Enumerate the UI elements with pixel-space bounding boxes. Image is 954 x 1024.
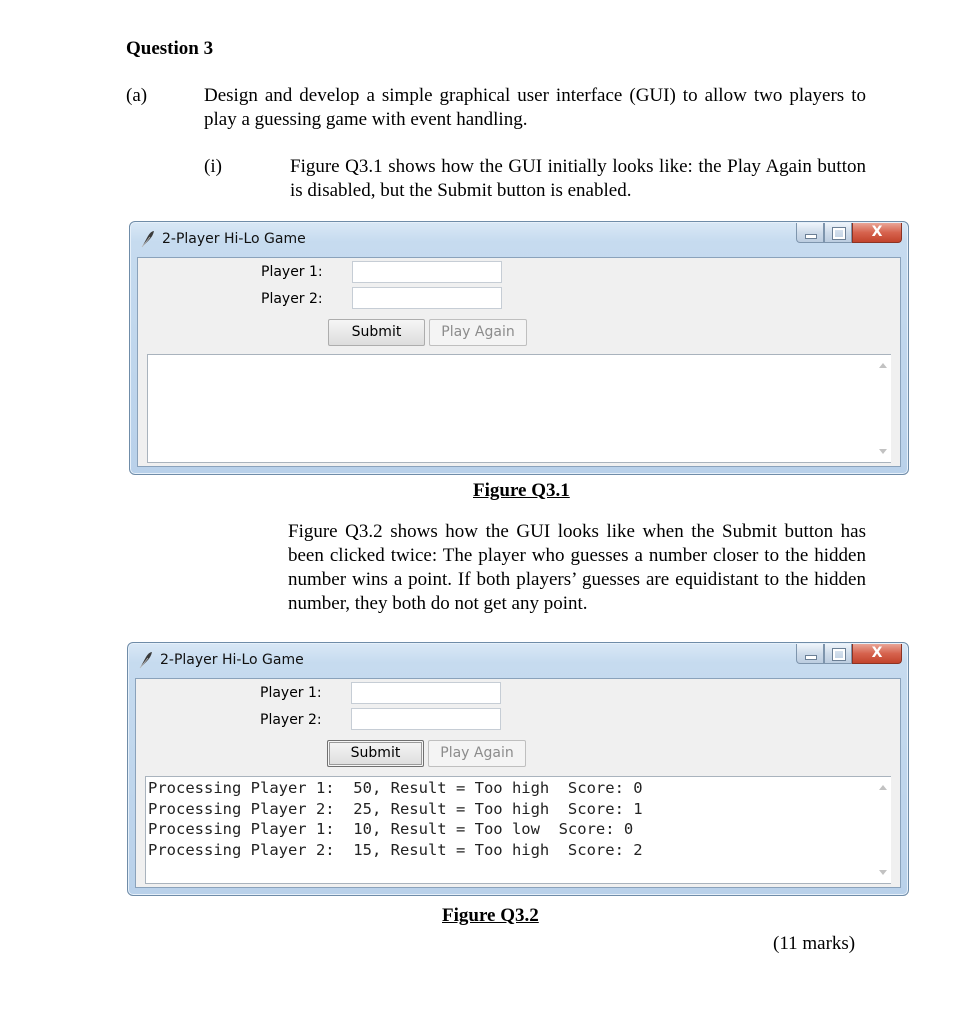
submit-button[interactable]: Submit: [327, 740, 424, 767]
play-again-button[interactable]: Play Again: [428, 740, 526, 767]
feather-icon: [137, 651, 155, 669]
question-title: Question 3: [126, 38, 214, 59]
title-bar: [128, 643, 908, 677]
part-a-text: Design and develop a simple graphical user interface (GUI) to allow two players to play a guessing game with event handling.: [204, 85, 866, 130]
player1-input[interactable]: [351, 682, 501, 704]
player2-label: Player 2:: [261, 291, 323, 307]
minimize-icon: [805, 234, 817, 239]
window-client-area: [135, 678, 901, 888]
marks-label: (11 marks): [773, 933, 856, 954]
scroll-up-arrow-icon[interactable]: [879, 785, 887, 790]
maximize-icon: [833, 228, 845, 239]
figure-q3-1-caption: Figure Q3.1: [473, 480, 570, 501]
title-bar: [130, 222, 908, 256]
scroll-up-arrow-icon[interactable]: [879, 363, 887, 368]
player1-label: Player 1:: [260, 685, 322, 701]
maximize-button[interactable]: [824, 223, 852, 243]
figure-q3-2-description: Figure Q3.2 shows how the GUI looks like when the Submit button has been clicked twice: The player who guesses a number closer to the hidden number wins a point. If both players’ guesses are equidistant to the hidden number, they both do not get any point.: [288, 521, 866, 614]
part-i-label: (i): [204, 156, 222, 177]
maximize-icon: [833, 649, 845, 660]
part-i-text: Figure Q3.1 shows how the GUI initially looks like: the Play Again button is disabled, but the Submit button is enabled.: [290, 156, 866, 201]
close-icon: X: [871, 224, 883, 240]
scroll-down-arrow-icon[interactable]: [879, 449, 887, 454]
maximize-button[interactable]: [824, 644, 852, 664]
part-a-label: (a): [126, 85, 148, 106]
figure-q3-1-window: [129, 221, 909, 475]
output-textbox[interactable]: [147, 354, 891, 463]
submit-button[interactable]: Submit: [328, 319, 425, 346]
player2-input[interactable]: [351, 708, 501, 730]
figure-q3-2-caption: Figure Q3.2: [442, 905, 539, 926]
close-icon: X: [871, 645, 883, 661]
player2-label: Player 2:: [260, 712, 322, 728]
figure-q3-2-window: [127, 642, 909, 896]
vertical-scrollbar[interactable]: [874, 777, 891, 883]
minimize-button[interactable]: [796, 223, 824, 243]
vertical-scrollbar[interactable]: [874, 355, 891, 462]
minimize-icon: [805, 655, 817, 660]
close-button[interactable]: [852, 644, 902, 664]
play-again-button[interactable]: Play Again: [429, 319, 527, 346]
player2-input[interactable]: [352, 287, 502, 309]
player1-label: Player 1:: [261, 264, 323, 280]
close-button[interactable]: [852, 223, 902, 243]
feather-icon: [139, 230, 157, 248]
scroll-down-arrow-icon[interactable]: [879, 870, 887, 875]
window-client-area: [137, 257, 901, 467]
window-title: 2-Player Hi-Lo Game: [160, 652, 304, 668]
window-title: 2-Player Hi-Lo Game: [162, 231, 306, 247]
minimize-button[interactable]: [796, 644, 824, 664]
output-textbox[interactable]: Processing Player 1: 50, Result = Too high Score: 0 Processing Player 2: 25, Result = Too high Score: 1 Processing Player 1: 10, Result = Too low Score: 0 Processing Player 2: 15, Result = Too high Score: 2: [145, 776, 891, 884]
player1-input[interactable]: [352, 261, 502, 283]
